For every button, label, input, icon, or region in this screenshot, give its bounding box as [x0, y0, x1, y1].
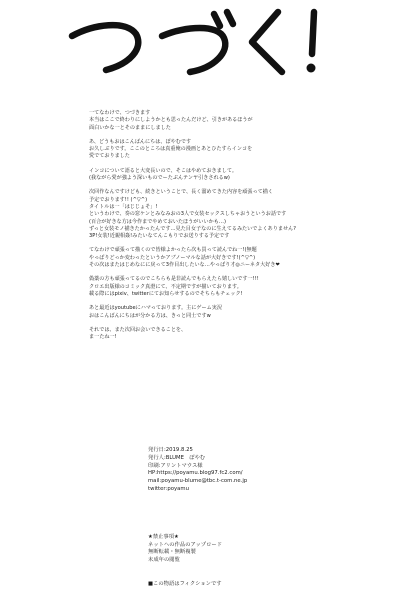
- body-line: 一てなわけで、つづきます: [89, 110, 151, 116]
- body-line: 3P!女装!近親相姦!みたいなてんこもりでお送りする予定です: [89, 233, 230, 240]
- afterword-body: [89, 110, 321, 348]
- paragraph: [89, 276, 321, 298]
- notice-item: ネットへの作品のアップロード: [148, 541, 223, 548]
- body-line: あと最近はyoutubeにハマっております。主にゲーム実況: [89, 305, 222, 312]
- body-line: 偽薬の方も頑張ってるのでこちらも是非読んでもらえたら嬉しいです一!!!: [89, 276, 259, 283]
- prohibitions-notice: [148, 534, 318, 564]
- body-line: 面白いかな一とそのままにしました: [89, 124, 171, 131]
- body-line: (我ながら愛が強よう深いものでーたぶんテンヤ引きされるw): [89, 175, 230, 182]
- body-line: 予定でおります!! (^▽^): [89, 196, 148, 203]
- colophon: [148, 447, 318, 494]
- paragraph: [89, 139, 321, 161]
- body-line: ま一たね一!: [89, 334, 117, 341]
- paragraph: [89, 189, 321, 240]
- paragraph: [89, 168, 321, 183]
- title-lettering: [64, 6, 336, 78]
- hand-lettered-title-art: [64, 6, 336, 78]
- body-line: それでは、また次回お会いできることを、: [89, 326, 187, 333]
- body-line: 本当はここで終わりにしようかとも思ったんだけど、引きがあるほうが: [89, 117, 253, 124]
- body-line: タイトルは一「はじじょそ」!: [89, 203, 158, 210]
- body-line: お久しぶりです。ここのところは真重俺の漫画とあとひたすらインコを: [89, 146, 253, 153]
- printer: 印刷:アリントマウス様: [148, 462, 203, 469]
- notice-item: 未成年の閲覧: [148, 556, 180, 563]
- body-line: やっぱりどっか変わったというかアブノーマルな話が大好きです!(^▽^): [89, 254, 256, 261]
- paragraph: [89, 327, 321, 342]
- body-line: ずっと女装モノ描きたかったんです…見た目女子なのに生えてるみたいでよくありません?: [89, 225, 296, 232]
- notice-heading: ★禁止事項★: [148, 534, 179, 540]
- body-line: クロエ出版様のコミック真澄にて、不定期ですが描いております。: [89, 283, 242, 290]
- body-line: おはこんばんにちはが分かる方は、きっと同士ですw: [89, 312, 211, 319]
- title-text: [64, 78, 65, 79]
- homepage-url: HP:https://poyamu.blog97.fc2.com/: [148, 470, 243, 477]
- body-line: 次回作なんですけども、続きということで、長く溜めてきた内容を頑張って描く: [89, 189, 273, 196]
- publish-date: 発行日:2019.8.25: [148, 447, 193, 453]
- twitter-handle: twitter:poyamu: [148, 485, 189, 492]
- publisher: 発行人:BLUME ぽやむ: [148, 454, 206, 461]
- paragraph: [89, 305, 321, 320]
- body-line: インコについて語ると大変長いので、そこはやめておきまして。: [89, 167, 237, 174]
- paragraph: [89, 247, 321, 269]
- body-line: てなわけで頑張って描くので皆様よかったら次も買って読んでね一!(無題: [89, 247, 257, 254]
- body-line: あ、どうもおはこんばんにちは、ぽやむです: [89, 138, 192, 145]
- fiction-disclaimer: [148, 581, 318, 588]
- notice-item: 無断転載・無断複製: [148, 549, 196, 556]
- paragraph: [89, 110, 321, 132]
- mail-address: mail:poyamu-blume@tbc.t-com.ne.jp: [148, 478, 248, 485]
- body-line: というわけで、奏の窓ケンとみなみおの3人で女装セックスしちゃおうというお話です: [89, 211, 287, 218]
- body-line: 載る際にはpixiv、twitterにてお知らせするのでそちらもチェック!: [89, 290, 243, 297]
- body-line: その次はまたはじめなにに戻って3作目出したいな…やっぱり才◎ニーネタ大好き❤: [89, 262, 280, 269]
- body-line: 愛でておりました: [89, 153, 130, 160]
- fiction-text: ■この物語はフィクションです: [148, 581, 222, 587]
- body-line: (百合が好きな方は今作までやめておいたほうがいいかも…): [89, 218, 226, 225]
